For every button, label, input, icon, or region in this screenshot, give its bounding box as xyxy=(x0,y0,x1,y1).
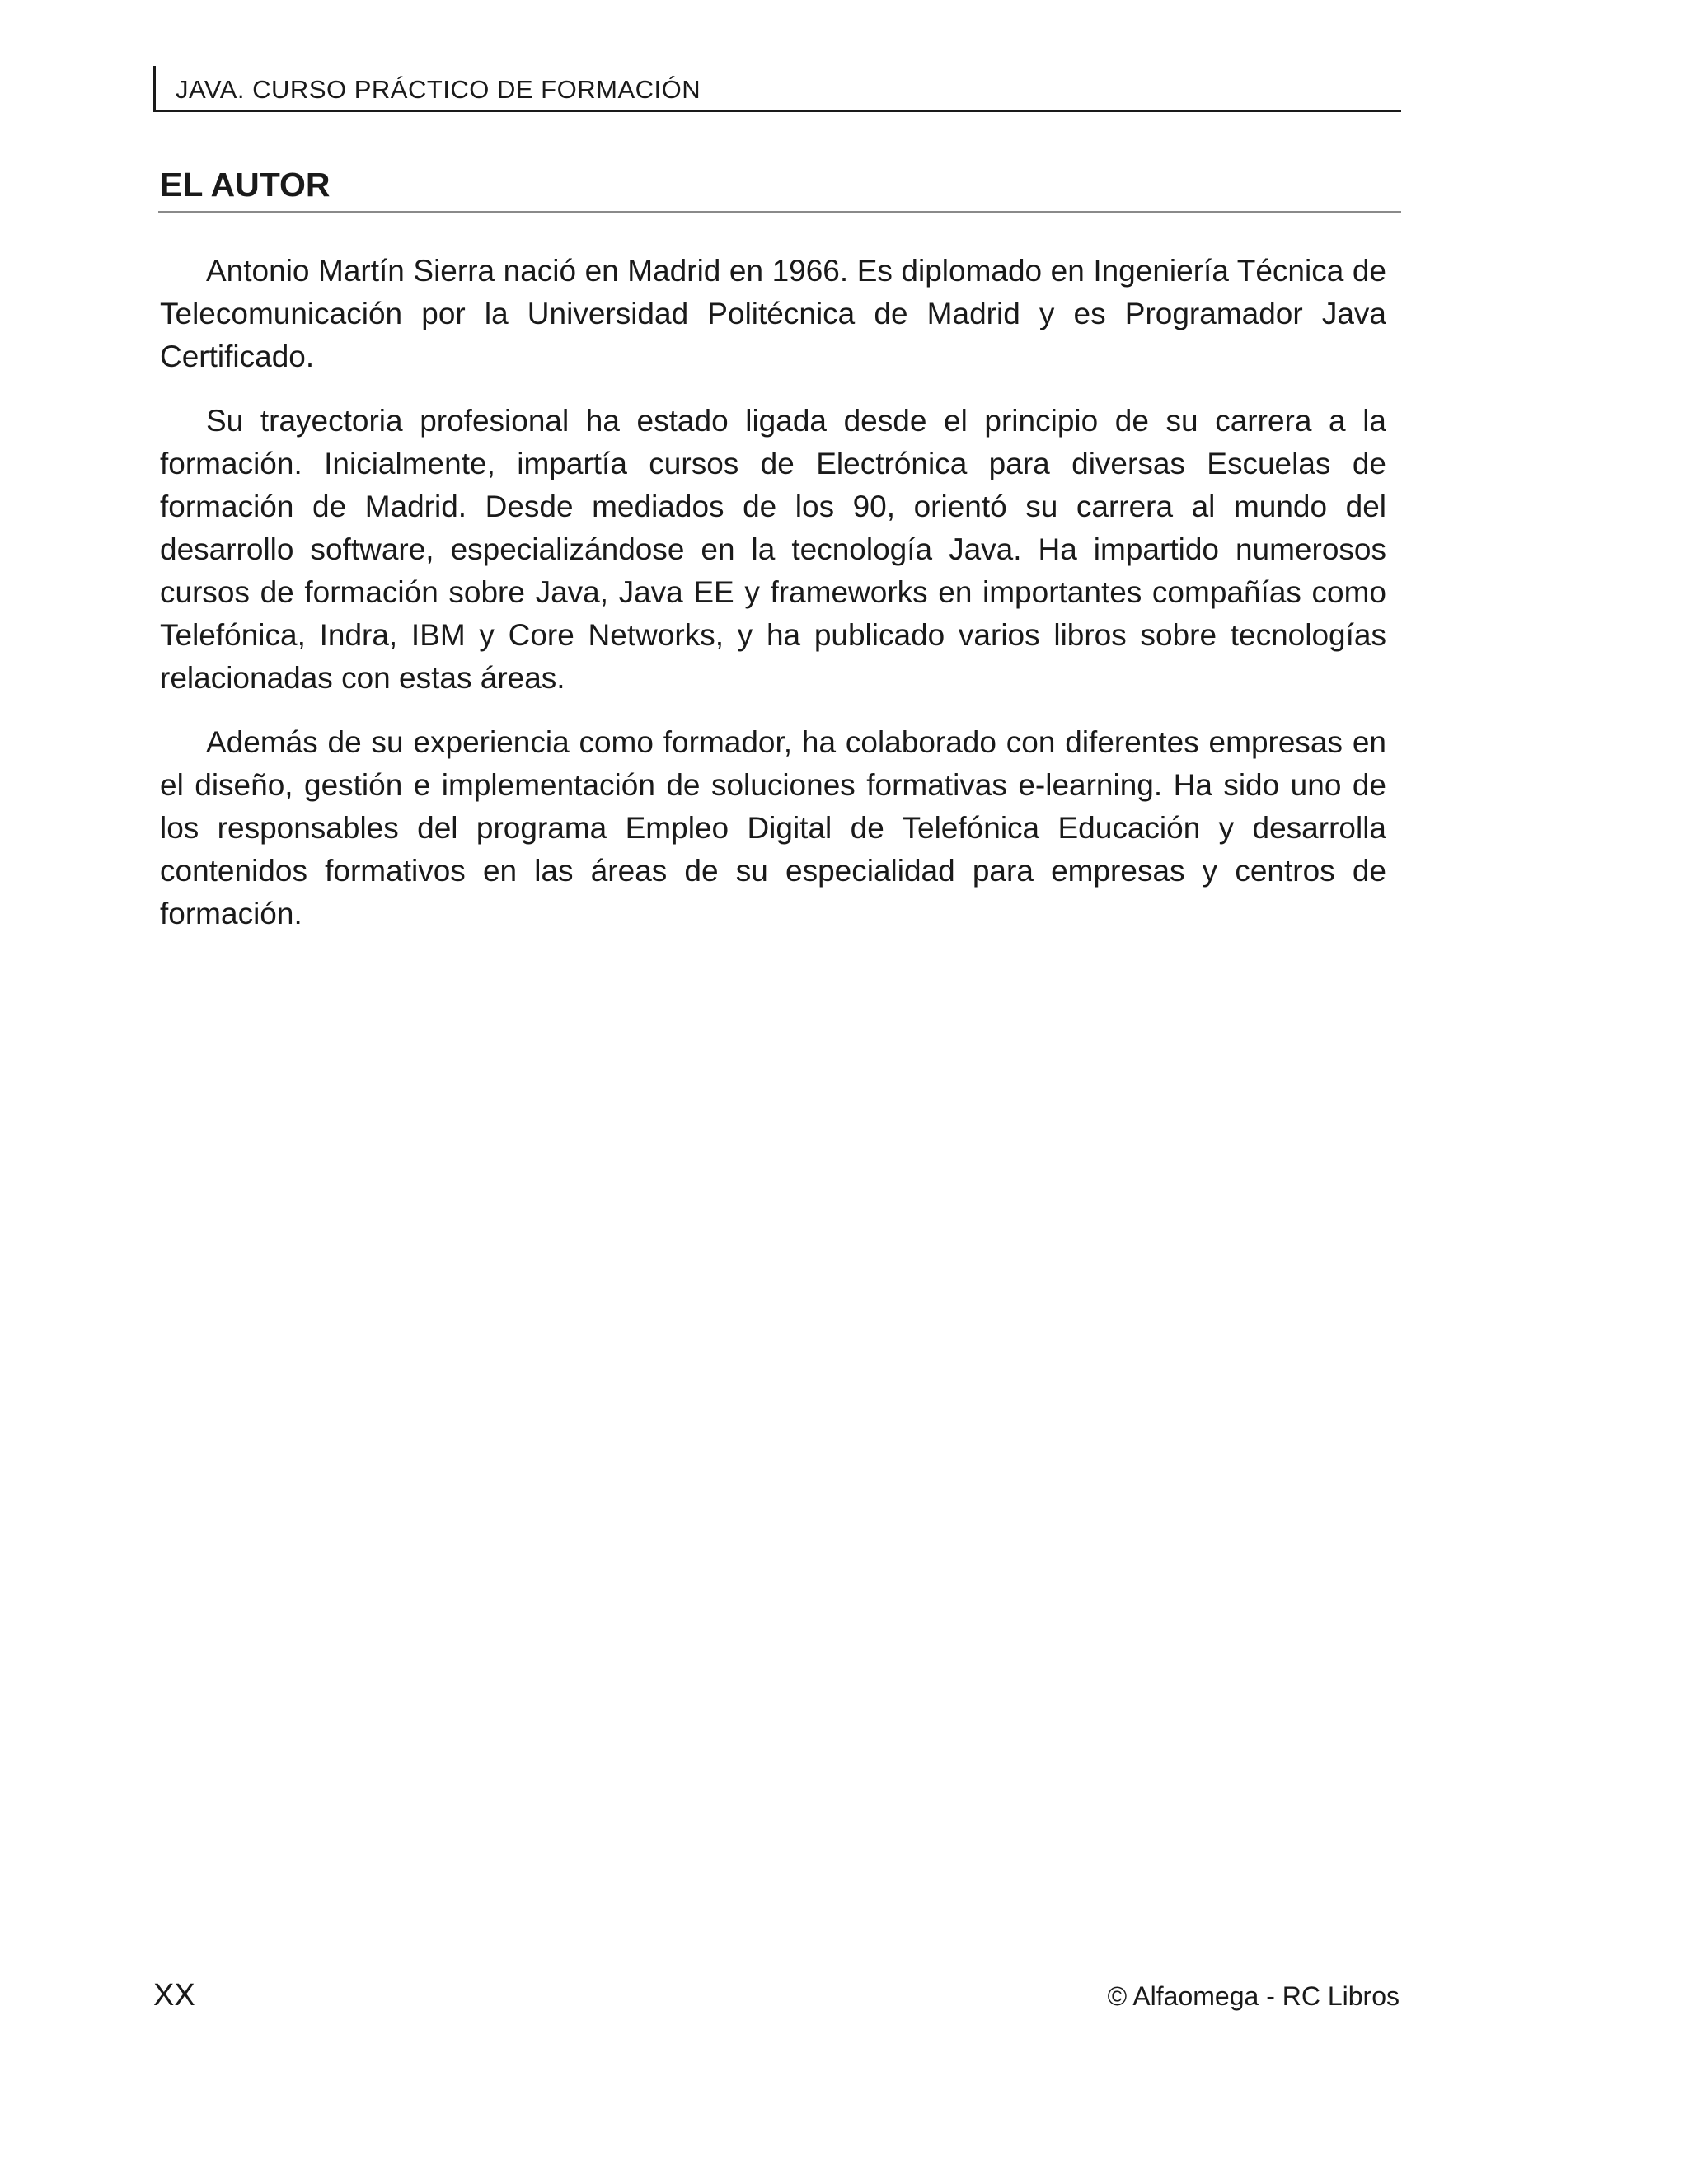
page-number: XX xyxy=(153,1978,195,2013)
footer-copyright: © Alfaomega - RC Libros xyxy=(1107,1981,1400,2011)
running-header-title: JAVA. CURSO PRÁCTICO DE FORMACIÓN xyxy=(176,75,701,104)
section-heading xyxy=(158,162,1401,213)
section-title: EL AUTOR xyxy=(160,166,331,204)
running-header xyxy=(153,66,1401,112)
body-text xyxy=(160,250,1386,957)
paragraph-3: Además de su experiencia como formador, ha colaborado con diferentes empresas en el diseño, gestión e implementación de soluciones formativas e-learning. Ha sido uno de los responsables del programa Empleo Digital de Telefónica Educación y desarrolla contenidos formativos en las áreas de su especialidad para empresas y centros de formación. xyxy=(160,725,1386,930)
paragraph-2: Su trayectoria profesional ha estado ligada desde el principio de su carrera a la formación. Inicialmente, impartía cursos de Electrónica para diversas Escuelas de formación de Madrid. Desde mediados de los 90, orientó su carrera al mundo del desarrollo software, especializándose en la tecnología Java. Ha impartido numerosos cursos de formación sobre Java, Java EE y frameworks en importantes compañías como Telefónica, Indra, IBM y Core Networks, y ha publicado varios libros sobre tecnologías relacionadas con estas áreas. xyxy=(160,404,1386,695)
paragraph-1: Antonio Martín Sierra nació en Madrid en 1966. Es diplomado en Ingeniería Técnica de Telecomunicación por la Universidad Politécnica de Madrid y es Programador Java Certificado. xyxy=(160,254,1386,373)
